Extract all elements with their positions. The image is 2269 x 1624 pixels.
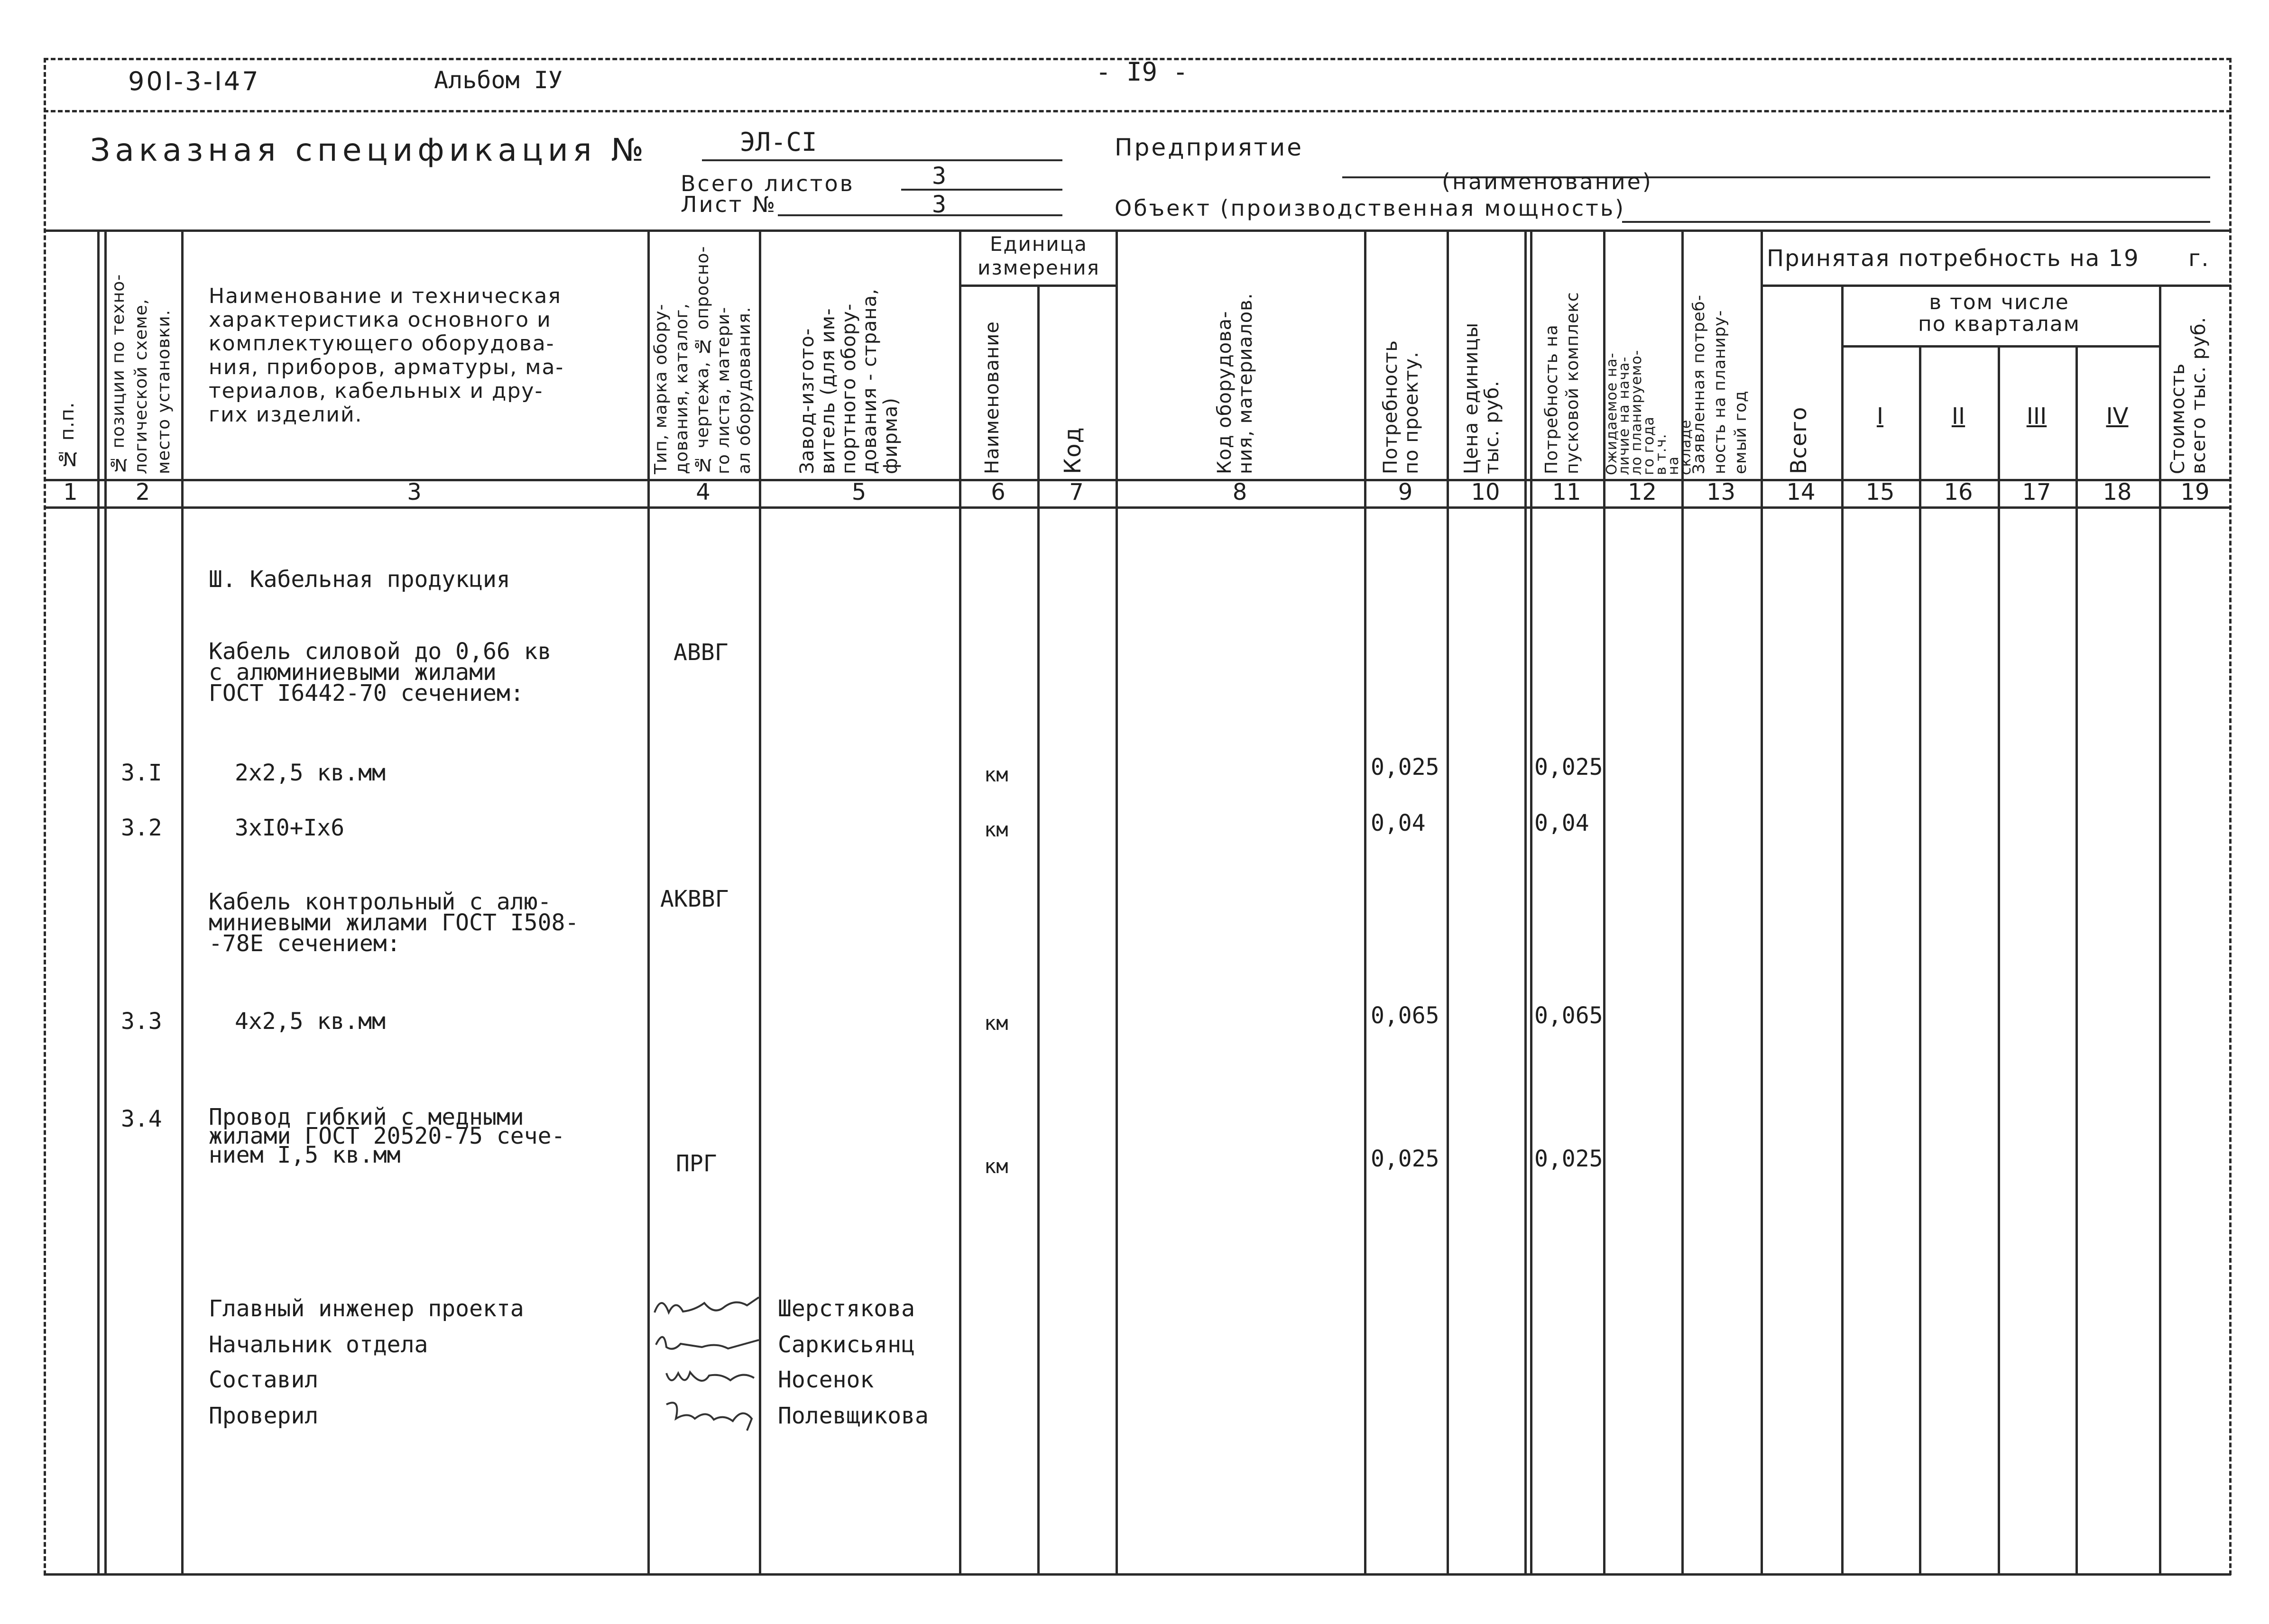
col-header-q2: II: [1951, 403, 1965, 430]
col-header-accepted-group: Принятая потребность на 19 г.: [1767, 245, 2210, 272]
col-number: 3: [407, 479, 422, 505]
name-caption: (наименование): [1442, 169, 1653, 194]
col-number: 16: [1944, 479, 1973, 505]
col-header-description: Наименование и техническая характеристика основного и комплектующего оборудова- ния, приборов, арматуры, ма- териалов, кабельных и дру- гих изделий.: [209, 284, 564, 427]
col-number: 10: [1471, 479, 1500, 505]
row-3-1-startup: 0,025: [1534, 754, 1603, 780]
col-number: 5: [851, 479, 867, 505]
col-header-unit-group: Единица измерения: [978, 232, 1100, 279]
row-3-1-description: 2х2,5 кв.мм: [235, 760, 386, 786]
spec-title: Заказная спецификация №: [90, 132, 649, 168]
sheets-total-underline: [901, 189, 1062, 191]
sheets-total: 3: [932, 162, 947, 190]
row-3-4-position: 3.4: [121, 1106, 162, 1132]
row-3-2-position: 3.2: [121, 815, 162, 841]
col-header-declared: Заявленная потреб- ность на планиру- емый год: [1689, 294, 1750, 474]
group2-description: Кабель контрольный с алю- миниевыми жилами ГОСТ I508- -78Е сечением:: [209, 889, 579, 957]
sheets-total-label: Всего листов: [681, 171, 855, 196]
row-3-2-need: 0,04: [1371, 810, 1426, 836]
signature-role: Составил: [209, 1367, 319, 1393]
object-underline: [1622, 221, 2210, 223]
signature-role: Начальник отдела: [209, 1331, 428, 1358]
signature-scribble-icon: [652, 1289, 764, 1322]
row-3-3-description: 4х2,5 кв.мм: [235, 1008, 386, 1035]
row-3-4-unit: км: [984, 1155, 1008, 1178]
group1-description: Кабель силовой до 0,66 кв с алюминиевыми жилами ГОСТ I6442-70 сечением:: [209, 638, 552, 706]
signature-name: Носенок: [778, 1367, 874, 1393]
row-3-3-startup: 0,065: [1534, 1002, 1603, 1029]
col-header-position: № позиции по техно- логической схеме, место установки.: [109, 274, 174, 474]
row-3-4-description: Провод гибкий с медными жилами ГОСТ 20520-75 сече- нием I,5 кв.мм: [209, 1104, 565, 1168]
col-header-quarters: в том числе по кварталам: [1918, 290, 2080, 336]
row-3-4-startup: 0,025: [1534, 1146, 1603, 1172]
sheet-label: Лист №: [681, 192, 777, 217]
row-3-1-need: 0,025: [1371, 754, 1439, 780]
signature-role: Главный инженер проекта: [209, 1295, 524, 1322]
col-header-need-startup: Потребность на пусковой комплекс: [1542, 292, 1582, 474]
col-number: 9: [1398, 479, 1413, 505]
sheet-number-underline: [778, 214, 1062, 216]
group1-type: АВВГ: [673, 639, 729, 666]
row-3-2-startup: 0,04: [1534, 810, 1589, 836]
col-header-expected: Ожидаемое на- личие на нача- ло планируемо- го года в т.ч. на складе: [1604, 349, 1694, 475]
object-label: Объект (производственная мощность): [1115, 195, 1626, 221]
doc-code: 90I-3-I47: [128, 66, 260, 96]
signature-scribble-icon: [664, 1359, 759, 1392]
row-3-2-unit: км: [984, 818, 1008, 841]
row-3-2-description: 3хI0+Iх6: [235, 815, 345, 841]
signature-name: Полевщикова: [778, 1403, 929, 1429]
row-3-1-unit: км: [984, 763, 1008, 786]
col-header-cost: Стоимость всего тыс. руб.: [2167, 316, 2210, 474]
col-header-unit-price: Цена единицы тыс. руб.: [1460, 322, 1503, 474]
col-header-q4: IV: [2106, 403, 2129, 430]
col-header-manufacturer: Завод-изгото- витель (для им- портного обору- дования - страна, фирма): [796, 288, 902, 474]
handwritten-signature: [652, 1289, 764, 1327]
row-3-3-position: 3.3: [121, 1008, 162, 1035]
col-header-num: № п.п.: [56, 402, 78, 469]
signature-scribble-icon: [652, 1326, 764, 1359]
section-title: Ш. Кабельная продукция: [209, 566, 510, 593]
col-number: 13: [1706, 479, 1736, 505]
col-number: 15: [1865, 479, 1895, 505]
col-header-unit-code: Код: [1060, 427, 1086, 474]
handwritten-signature: [652, 1326, 764, 1364]
album-label: Альбом IУ: [434, 66, 563, 94]
col-header-total: Всего: [1786, 406, 1811, 474]
spec-number-underline: [702, 159, 1062, 161]
sheet-number: 3: [932, 191, 947, 218]
col-header-need-project: Потребность по проекту.: [1380, 339, 1422, 474]
col-number: 4: [696, 479, 710, 505]
signature-scribble-icon: [662, 1395, 756, 1433]
col-number: 1: [63, 479, 78, 505]
col-header-q1: I: [1876, 403, 1884, 430]
handwritten-signature: [664, 1359, 759, 1397]
col-header-type: Тип, марка обору- дования, каталог, № чертежа, № опросно- го листа, матери- ал оборудования.: [651, 246, 754, 474]
col-number: 6: [991, 479, 1005, 505]
enterprise-label: Предприятие: [1115, 134, 1304, 161]
col-number: 2: [135, 479, 150, 505]
signature-name: Саркисьянц: [778, 1331, 915, 1358]
col-number: 17: [2022, 479, 2051, 505]
col-number: 7: [1069, 479, 1084, 505]
signature-role: Проверил: [209, 1403, 319, 1429]
col-header-q3: III: [2026, 403, 2047, 430]
row-3-1-position: 3.I: [121, 760, 162, 786]
col-number: 14: [1786, 479, 1816, 505]
col-number: 18: [2103, 479, 2132, 505]
spec-number: ЭЛ-СI: [740, 127, 817, 157]
col-header-unit-name: Наименование: [981, 321, 1003, 474]
col-number: 19: [2180, 479, 2210, 505]
handwritten-signature: [662, 1395, 756, 1438]
row-3-3-need: 0,065: [1371, 1002, 1439, 1029]
row-3-4-type: ПРГ: [676, 1150, 717, 1177]
col-number: 11: [1552, 479, 1581, 505]
row-3-4-need: 0,025: [1371, 1146, 1439, 1172]
group2-type: АКВВГ: [660, 886, 729, 912]
col-header-equipment-code: Код оборудова- ния, материалов.: [1214, 293, 1256, 474]
signature-name: Шерстякова: [778, 1295, 915, 1322]
row-3-3-unit: км: [984, 1011, 1008, 1035]
col-number: 8: [1232, 479, 1247, 505]
page-number: - I9 -: [1096, 57, 1189, 87]
col-number: 12: [1627, 479, 1657, 505]
